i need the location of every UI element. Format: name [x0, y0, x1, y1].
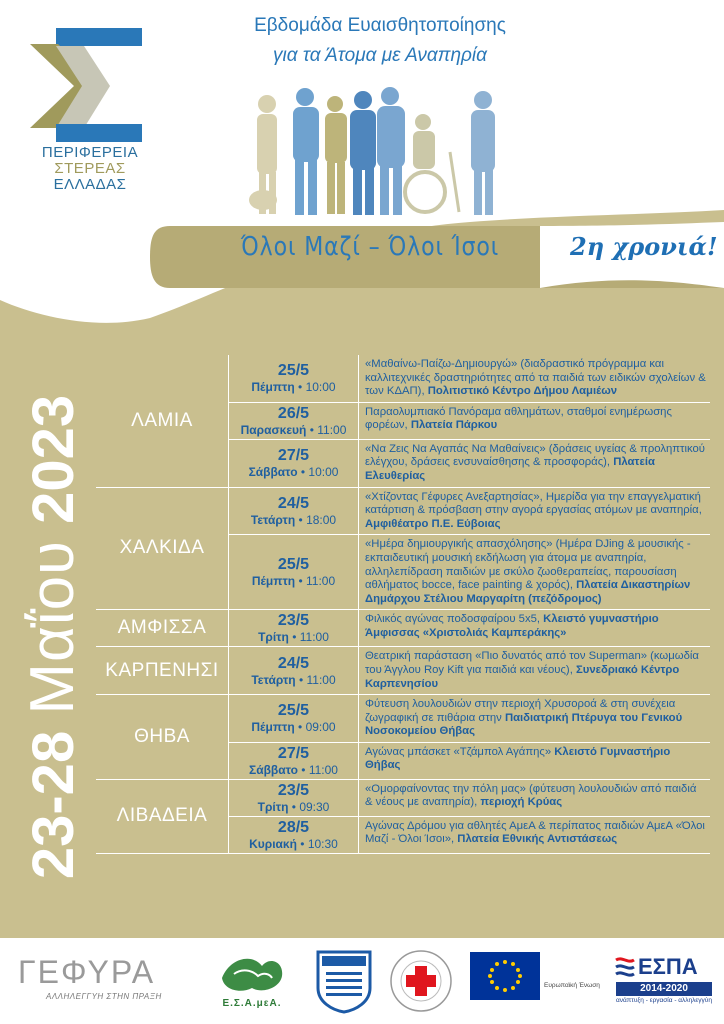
event-date: 25/5: [277, 556, 310, 574]
event-date: 23/5: [277, 781, 310, 799]
event-day: Τετάρτη: [251, 672, 296, 687]
event-date-cell: [229, 355, 359, 402]
city-block: [96, 488, 710, 611]
city-block: [96, 780, 710, 854]
city-block: [96, 355, 710, 488]
city-block: [96, 695, 710, 780]
event-text: «Ομορφαίνοντας την πόλη μας» (φύτευση λουλουδιών από παιδιά & νέους με αναπηρία),: [365, 782, 697, 809]
event-description: [359, 780, 710, 816]
event-row: [229, 440, 710, 487]
event-date-cell: [229, 647, 359, 694]
separator: •: [297, 762, 309, 777]
event-date-cell: [229, 817, 359, 853]
city-name: ΚΑΡΠΕΝΗΣΙ: [96, 647, 229, 694]
handshake-icon: [212, 948, 292, 998]
event-place: Πλατεία Ελευθερίας: [365, 456, 655, 482]
city-events: [229, 355, 710, 487]
eu-text: Ευρωπαϊκή Ένωση: [544, 982, 600, 989]
event-text: Φύτευση λουλουδιών στην περιοχή Χρυσορoά & στη συνέχεια ζωγραφική σε πιθάρια στην: [365, 698, 676, 724]
event-text: «Χτίζοντας Γέφυρες Ανεξαρτησίας», Ημερίδα για την επαγγελματική κατάρτιση & πρόσβαση στην αγορά εργασίας ατόμων με αναπηρία,: [365, 490, 702, 517]
slogan: Όλοι Μαζί – Όλοι Ίσοι: [240, 232, 500, 262]
event-description: [359, 403, 710, 439]
event-text: Παραολυμπιακό Πανόραμα αθλημάτων, σταθμοί ενημέρωσης φορέων,: [365, 405, 672, 432]
espa-logo: [614, 952, 714, 1012]
event-day-time: [252, 574, 335, 588]
event-date-cell: [229, 488, 359, 535]
separator: •: [295, 512, 307, 527]
date-year: 2023: [21, 394, 86, 524]
event-text: Θεατρική παράσταση «Πιο δυνατός από τον Superman» (κωμωδία του Άγγλου Roy Kift για παιδιά και νέους),: [365, 650, 699, 676]
espa-waves-icon: [614, 954, 636, 980]
eu-flag-icon: [470, 952, 540, 1000]
event-day: Τρίτη: [258, 630, 289, 645]
event-time: 18:00: [306, 512, 337, 527]
event-day-time: [258, 630, 329, 644]
event-date-cell: [229, 535, 359, 609]
event-date: 27/5: [277, 744, 310, 762]
event-text: Φιλικός αγώνας ποδοσφαίρου 5x5,: [365, 613, 541, 626]
event-place: Πλατεία Δικαστηρίων Δημάρχου Στέλιου Μαργαρίτη (πεζόδρομος): [365, 579, 691, 605]
event-description: [359, 488, 710, 535]
schedule-table: [96, 355, 710, 854]
city-events: [229, 780, 710, 853]
event-place: Πλατεία Εθνικής Αντιστάσεως: [457, 833, 618, 846]
separator: •: [296, 836, 308, 851]
event-place: περιοχή Κρύας: [480, 796, 563, 809]
event-time: 10:00: [308, 465, 339, 480]
event-time: 10:30: [307, 836, 338, 851]
gefyra-logo: [18, 952, 188, 1012]
gefyra-word: ΓΕΦΥΡΑ: [18, 954, 156, 990]
city-events: [229, 488, 710, 610]
espa-years: 2014-2020: [616, 982, 712, 996]
event-text: Αγώνας Δρόμου για αθλητές ΑμεΑ & περίπατος παιδιών ΑμεΑ «Όλοι Μαζί - Όλοι Ίσοι»,: [365, 819, 705, 846]
event-time: 11:00: [308, 762, 338, 777]
event-row: [229, 647, 710, 694]
city-name: ΘΗΒΑ: [96, 695, 229, 779]
event-description: [359, 695, 710, 742]
event-description: [359, 610, 710, 646]
city-name: ΑΜΦΙΣΣΑ: [96, 610, 229, 646]
city-name: ΛΙΒΑΔΕΙΑ: [96, 780, 229, 853]
event-row: [229, 535, 710, 609]
separator: •: [297, 465, 309, 480]
separator: •: [295, 574, 307, 589]
event-time: 09:30: [299, 799, 330, 814]
event-time: 11:00: [306, 574, 336, 589]
espa-word: ΕΣΠΑ: [638, 954, 698, 979]
event-row: [229, 610, 710, 646]
event-day-time: [249, 837, 338, 851]
event-time: 11:00: [317, 422, 347, 437]
event-place: Πλατεία Πάρκου: [410, 419, 498, 432]
event-day-time: [258, 800, 330, 814]
event-text: «Ημέρα δημιουργικής απασχόλησης» (Ημέρα DJing & μουσικής - εκπαιδευτική μουσική εκδήλωση για άτομα με αναπηρία, αλληλεπίδραση παιδιών με σκύλο ζωοθεραπείας, παρουσίαση αθλήματος bocce, face painting & χορός),: [365, 538, 691, 592]
event-time: 11:00: [299, 630, 329, 645]
event-place: Κλειστό γυμναστήριο Άμφισσας «Χριστολιάς Καμπεράκης»: [365, 613, 659, 639]
gefyra-subtitle: ΑΛΛΗΛΕΓΓΥΗ ΣΤΗΝ ΠΡΑΞΗ: [46, 992, 162, 1001]
esamea-text: Ε.Σ.Α.μεΑ.: [222, 998, 282, 1009]
event-day-time: [251, 380, 335, 394]
event-description: [359, 355, 710, 402]
date-month: Μαΐου: [18, 540, 87, 715]
event-day-time: [249, 763, 338, 777]
separator: •: [306, 422, 318, 437]
event-text: Αγώνας μπάσκετ «Τζάμπολ Αγάπης»: [365, 745, 552, 758]
paralympic-committee-logo: [314, 948, 374, 1014]
logo-line-2: ΣΤΕΡΕΑΣ: [54, 160, 126, 177]
separator: •: [288, 799, 300, 814]
logo-line-3: ΕΛΛΑΔΑΣ: [53, 176, 127, 193]
event-place: Συνεδριακό Κέντρο Καρπενησίου: [365, 663, 680, 690]
shield-icon: [314, 948, 374, 1014]
event-day: Τετάρτη: [250, 512, 296, 527]
event-day-time: [249, 465, 339, 479]
event-date: 26/5: [277, 404, 310, 422]
separator: •: [294, 720, 306, 735]
event-description: [359, 743, 710, 779]
event-row: [229, 355, 710, 403]
event-date: 24/5: [277, 494, 310, 512]
event-day: Πέμπτη: [251, 574, 296, 589]
event-row: [229, 488, 710, 536]
eu-logo: [470, 952, 610, 1012]
espa-subtitle: ανάπτυξη - εργασία - αλληλεγγύη: [616, 997, 712, 1004]
event-day-time: [251, 513, 336, 527]
event-day-time: [251, 673, 335, 687]
separator: •: [295, 672, 307, 687]
event-row: [229, 780, 710, 817]
event-date: 27/5: [277, 447, 310, 465]
event-day-time: [251, 720, 335, 734]
event-date: 23/5: [277, 612, 310, 630]
anniversary-label: 2η χρονιά!: [570, 232, 718, 261]
logo-line-1: ΠΕΡΙΦΕΡΕΙΑ: [41, 144, 139, 161]
event-date-cell: [229, 780, 359, 816]
event-date: 28/5: [277, 818, 310, 836]
event-description: [359, 817, 710, 853]
event-date-cell: [229, 695, 359, 742]
sigma-logo-icon: [30, 28, 150, 143]
event-description: [359, 440, 710, 487]
event-day: Πέμπτη: [251, 380, 295, 395]
event-date: 25/5: [277, 362, 310, 380]
event-text: «Να Ζεις Να Αγαπάς Να Μαθαίνεις» (δράσεις υγείας & προληπτικού ελέγχου, δράσεις ενσυναίσθησης & προσφοράς),: [365, 442, 705, 469]
date-days: 23-28: [21, 730, 86, 880]
event-place: Παιδιατρική Πτέρυγα του Γενικού Νοσοκομείου Θήβας: [365, 711, 683, 738]
city-events: [229, 647, 710, 694]
event-time: 10:00: [305, 380, 336, 395]
event-row: [229, 695, 710, 743]
event-time: 11:00: [306, 672, 336, 687]
event-day: Τρίτη: [257, 799, 289, 814]
event-date: 25/5: [277, 702, 310, 720]
city-block: [96, 647, 710, 695]
red-cross-logo: [388, 948, 454, 1014]
event-time: 09:00: [305, 720, 336, 735]
event-row: [229, 743, 710, 779]
event-day: Παρασκευή: [240, 422, 307, 437]
esamea-logo: [212, 948, 292, 1014]
red-cross-icon: [388, 948, 454, 1014]
event-description: [359, 647, 710, 694]
event-place: Αμφιθέατρο Π.Ε. Εύβοιας: [365, 517, 501, 530]
event-description: [359, 535, 710, 609]
event-title: Εβδομάδα Ευαισθητοποίησης: [254, 15, 506, 36]
event-day-time: [241, 423, 347, 437]
event-day: Σάββατο: [249, 762, 298, 777]
event-place: Πολιτιστικό Κέντρο Δήμου Λαμιέων: [427, 385, 618, 398]
region-logo: [30, 28, 150, 198]
vertical-date: [18, 345, 88, 930]
city-name: ΛΑΜΙΑ: [96, 355, 229, 487]
event-date-cell: [229, 440, 359, 487]
event-row: [229, 817, 710, 853]
separator: •: [288, 630, 300, 645]
event-date-cell: [229, 610, 359, 646]
event-date-cell: [229, 403, 359, 439]
event-place: Κλειστό Γυμναστήριο Θήβας: [365, 745, 671, 772]
event-row: [229, 403, 710, 440]
event-subtitle: για τα Άτομα με Αναπηρία: [273, 45, 487, 66]
event-day: Κυριακή: [249, 836, 297, 851]
event-text: «Μαθαίνω-Παίζω-Δημιουργώ» (διαδραστικό πρόγραμμα και καλλιτεχνικές δραστηριότητες από τα παιδιά των ειδικών σχολείων & των ΚΔΑΠ),: [365, 358, 706, 398]
city-events: [229, 610, 710, 646]
event-date-cell: [229, 743, 359, 779]
city-block: [96, 610, 710, 647]
event-date: 24/5: [277, 654, 310, 672]
city-name: ΧΑΛΚΙΔΑ: [96, 488, 229, 610]
event-day: Σάββατο: [248, 465, 298, 480]
city-events: [229, 695, 710, 779]
people-illustration: [245, 82, 505, 217]
event-day: Πέμπτη: [251, 720, 295, 735]
separator: •: [294, 380, 306, 395]
